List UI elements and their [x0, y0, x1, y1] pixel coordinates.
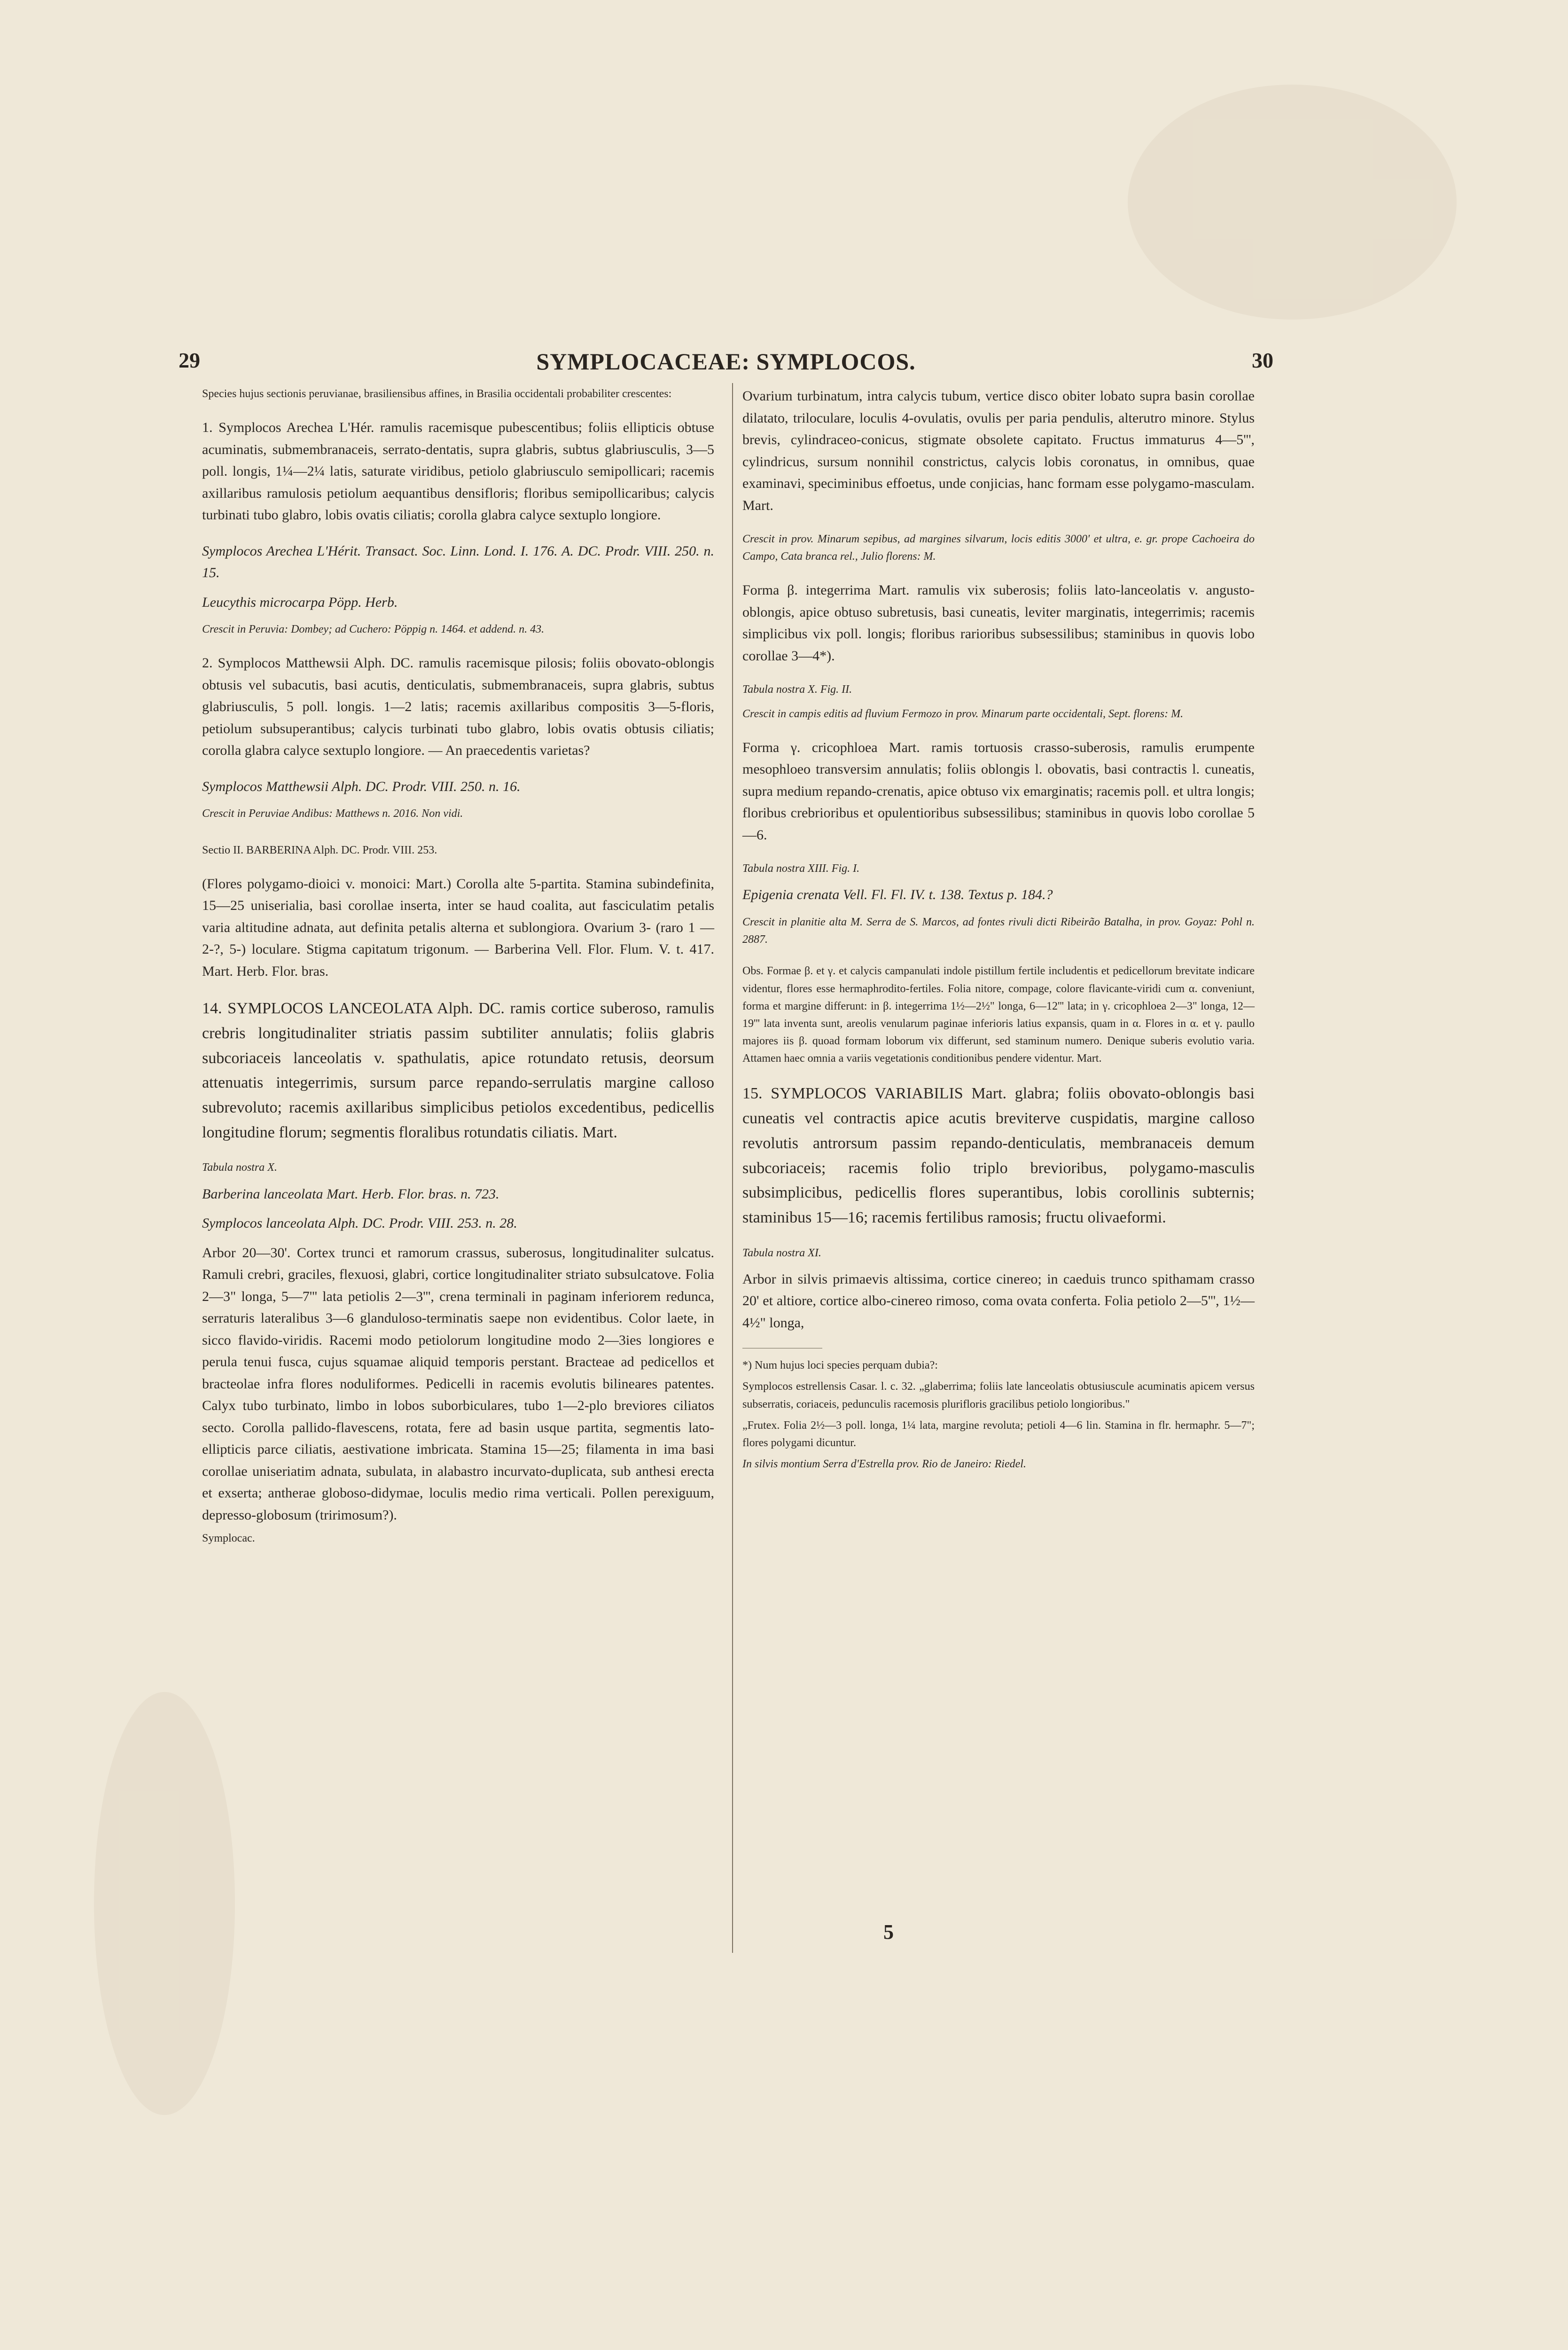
- species-1-locality: Crescit in Peruvia: Dombey; ad Cuchero: Pöppig n. 1464. et addend. n. 43.: [202, 623, 545, 636]
- species-14-detailed-description: Arbor 20—30'. Cortex trunci et ramorum crassus, suberosus, longitudinaliter sulcatus. Ramuli crebri, graciles, flexuosi, glabri, cortice longitudinaliter striato subsulcatove. Folia 2—3" longa, 5—7''' lata petiolis 2—3''', crena terminali in paginam inferiorem redunca, serraturis lateralibus 3—6 glanduloso-terminatis saepe non evidentibus. Color laete, in sicco flavido-viridis. Racemi modo petiolorum longitudine modo 2—3ies longiores e perula tenui fusca, cujus squamae aliquid temporis perstant. Bracteae ad pedicellos et bracteolae infra flores noduliformes. Pedicelli in racemis evolutis bilineares patentes. Calyx tubo turbinato, limbo in lobos suborbiculares, tubo 1—2-plo breviores ciliatos secto. Corolla pallido-flavescens, rotata, fere ad basin usque partita, segmentis lato-ellipticis parce ciliatis, aestivatione imbricata. Stamina 15—25; filamenta in ima basi corollae uniseriatim adnata, subulata, in alabastro incurvato-duplicata, sub anthesi erecta et exserta; antherae globoso-didymae, loculis medio rima verticali. Pollen perexiguum, depresso-globosum (tririmosum?).: [202, 1245, 714, 1523]
- column-divider: [732, 383, 733, 1953]
- paper-stain: [94, 1692, 235, 2115]
- form-gamma-locality: Crescit in planitie alta M. Serra de S. Marcos, ad fontes rivuli dicti Ribeirão Batalha, in prov. Goyaz: Pohl n. 2887.: [742, 916, 1255, 946]
- form-gamma-citation: Epigenia crenata Vell. Fl. Fl. IV. t. 138. Textus p. 184.?: [742, 887, 1053, 903]
- species-14-description: 14. SYMPLOCOS LANCEOLATA Alph. DC. ramis cortice suberoso, ramulis crebris longitudinaliter striatis passim subtiliter annulatis; foliis glabris subcoriaceis lanceolatis v. spathulatis, apice rotundato retusis, deorsum attenuatis integerrimis, sursum parce repando-serrulatis margine calloso subrevoluto; racemis axillaribus simplicibus petiolos excedentibus, pedicellis longitudine florum; segmentis floralibus rotundatis ciliatis. Mart.: [202, 1000, 714, 1141]
- species-15-plate: Tabula nostra XI.: [742, 1246, 821, 1259]
- species-1-description: 1. Symplocos Arechea L'Hér. ramulis racemisque pubescentibus; foliis ellipticis obtuse acuminatis, submembranaceis, serrato-dentatis, supra glabris, subtus glabriusculis, 3—5 poll. longis, 1¼—2¼ latis, saturate viridibus, petiolo glabriusculo semipollicari; racemis axillaribus ramulosis petiolum aequantibus densifloris; floribus semipollicaribus; calycis turbinati tubo glabro, lobis ovatis ciliatis; corolla glabra calyce sextuplo longiore.: [202, 420, 714, 523]
- running-header: [179, 348, 1273, 376]
- running-title: SYMPLOCACEAE: SYMPLOCOS.: [536, 348, 916, 375]
- footnote-2: Symplocos estrellensis Casar. l. c. 32. „glaberrima; foliis late lanceolatis obtusiuscule acuminatis apicem versus subserratis, coriaceis, pedunculis racemosis plurifloris gracilibus petiolo longioribus.": [742, 1380, 1255, 1410]
- form-gamma-description: Forma γ. cricophloea Mart. ramis tortuosis crasso-suberosis, ramulis erumpente mesophloeo transversim annulatis; foliis oblongis l. obovatis, basi contractis l. cuneatis, supra medium repando-crenatis, apice obtuso vix emarginatis; racemis poll. et ultra longis; floribus crebrioribus et opulentioribus subsessilibus; staminibus in quovis lobo corollae 5—6.: [742, 739, 1255, 843]
- species-14-plate: Tabula nostra X.: [202, 1161, 277, 1174]
- species-2-locality: Crescit in Peruviae Andibus: Matthews n. 2016. Non vidi.: [202, 807, 463, 820]
- page-number-left: 29: [179, 348, 200, 372]
- observation-note: Obs. Formae β. et γ. et calycis campanulati indole pistillum fertile includentis et pedicellorum brevitate indicare videntur, flores esse hermaphrodito-fertiles. Folia nitore, compage, colore flavicante-viridi cum α. conveniunt, forma et margine differunt: in β. integerrima 1½—2½" longa, 6—12''' lata; in γ. cricophloea 2—3" longa, 12—19''' lata inventa sunt, areolis venularum paginae inferioris latius expansis, quam in α. Flores in α. et γ. paullo majores iis β. quoad formam loborum vix differunt, sed staminum numero. Denique suberis evolutio varia. Attamen haec omnia a variis vegetationis conditionibus pendere videntur. Mart.: [742, 965, 1255, 1065]
- catchword: Symplocac.: [202, 1532, 255, 1545]
- form-beta-locality: Crescit in campis editis ad fluvium Fermozo in prov. Minarum parte occidentali, Sept. florens: M.: [742, 707, 1184, 720]
- form-gamma-plate: Tabula nostra XIII. Fig. I.: [742, 862, 860, 875]
- section-heading: Sectio II. BARBERINA Alph. DC. Prodr. VIII. 253.: [202, 844, 437, 856]
- species-1-citation: Symplocos Arechea L'Hérit. Transact. Soc. Linn. Lond. I. 176. A. DC. Prodr. VIII. 250. n. 15.: [202, 543, 714, 581]
- species-2-citation: Symplocos Matthewsii Alph. DC. Prodr. VIII. 250. n. 16.: [202, 778, 521, 794]
- continued-description: Ovarium turbinatum, intra calycis tubum, vertice disco obiter lobato supra basin corollae dilatato, triloculare, loculis 4-ovulatis, ovulis per paria pendulis, alterutro minore. Stylus brevis, cylindraceo-conicus, stigmate obsolete capitato. Fructus immaturus 4—5''', cylindricus, sursum nonnihil constrictus, calycis lobis coronatus, in omnibus, quae examinavi, speciminibus effoetus, unde conjicias, hanc formam esse polygamo-masculam. Mart.: [742, 388, 1255, 513]
- intro-note: Species hujus sectionis peruvianae, brasiliensibus affines, in Brasilia occidentali probabiliter crescentes:: [202, 388, 672, 400]
- section-description: (Flores polygamo-dioici v. monoici: Mart.) Corolla alte 5-partita. Stamina subindefinita, 15—25 uniserialia, basi corollae inserta, inter se haud coalita, aut fasciculatim petalis varia altitudine adnata, aut definita petalis alterna et sublongiora. Ovarium 3- (raro 1 — 2-?, 5-) loculare. Stigma capitatum trigonum. — Barberina Vell. Flor. Flum. V. t. 417. Mart. Herb. Flor. bras.: [202, 876, 714, 979]
- footnote-1: *) Num hujus loci species perquam dubia?:: [742, 1359, 938, 1372]
- species-14-citation-1: Barberina lanceolata Mart. Herb. Flor. bras. n. 723.: [202, 1186, 499, 1202]
- footnote-4: In silvis montium Serra d'Estrella prov. Rio de Janeiro: Riedel.: [742, 1458, 1026, 1471]
- paper-stain: [1128, 85, 1457, 320]
- page-number-right: 30: [1252, 348, 1273, 372]
- species-1-synonym: Leucythis microcarpa Pöpp. Herb.: [202, 594, 398, 610]
- signature-mark: 5: [883, 1920, 894, 1943]
- species-15-description: 15. SYMPLOCOS VARIABILIS Mart. glabra; foliis obovato-oblongis basi cuneatis vel contractis apice acutis breviterve cuspidatis, margine calloso revolutis antrorsum passim repando-denticulatis, membranaceis demum subcoriaceis; racemis folio triplo brevioribus, polygamo-masculis subsimplicibus, pedicellis flores superantibus, lobis corollinis subternis; staminibus 15—16; racemis fertilibus ramosis; fructu olivaeformi.: [742, 1085, 1255, 1226]
- continued-locality: Crescit in prov. Minarum sepibus, ad margines silvarum, locis editis 3000' et ultra, e. gr. prope Cachoeira do Campo, Cata branca rel., Julio florens: M.: [742, 533, 1255, 563]
- species-14-citation-2: Symplocos lanceolata Alph. DC. Prodr. VIII. 253. n. 28.: [202, 1215, 517, 1231]
- right-column: [742, 385, 1255, 1487]
- form-beta-description: Forma β. integerrima Mart. ramulis vix suberosis; foliis lato-lanceolatis v. angusto-oblongis, apice obtuso subretusis, basi cuneatis, leviter marginatis, integerrimis; racemis simplicibus vix poll. longis; floribus rarioribus subsessilibus; staminibus in quovis lobo corollae 3—4*).: [742, 582, 1255, 664]
- left-column: [202, 385, 714, 1561]
- footnote-3: „Frutex. Folia 2½—3 poll. longa, 1¼ lata, margine revoluta; petioli 4—6 lin. Stamina in flr. hermaphr. 5—7"; flores polygami dicuntur.: [742, 1419, 1255, 1449]
- species-2-description: 2. Symplocos Matthewsii Alph. DC. ramulis racemisque pilosis; foliis obovato-oblongis obtusis vel subacutis, basi acutis, denticulatis, submembranaceis, supra glabris, subtus glabriusculis, 5 poll. longis. 1—2 latis; racemis axillaribus compositis 3—5-floris, petiolum subsuperantibus; calycis turbinati tubo glabro, lobis ovatis obtusis ciliatis; corolla glabra calyce sextuplo longiore. — An praecedentis varietas?: [202, 655, 714, 759]
- form-beta-plate: Tabula nostra X. Fig. II.: [742, 683, 852, 696]
- species-15-detailed-description: Arbor in silvis primaevis altissima, cortice cinereo; in caeduis trunco spithamam crasso 20' et altiore, cortice albo-cinereo rimoso, coma ovata conferta. Folia petiolo 2—5''', 1½—4½" longa,: [742, 1271, 1255, 1331]
